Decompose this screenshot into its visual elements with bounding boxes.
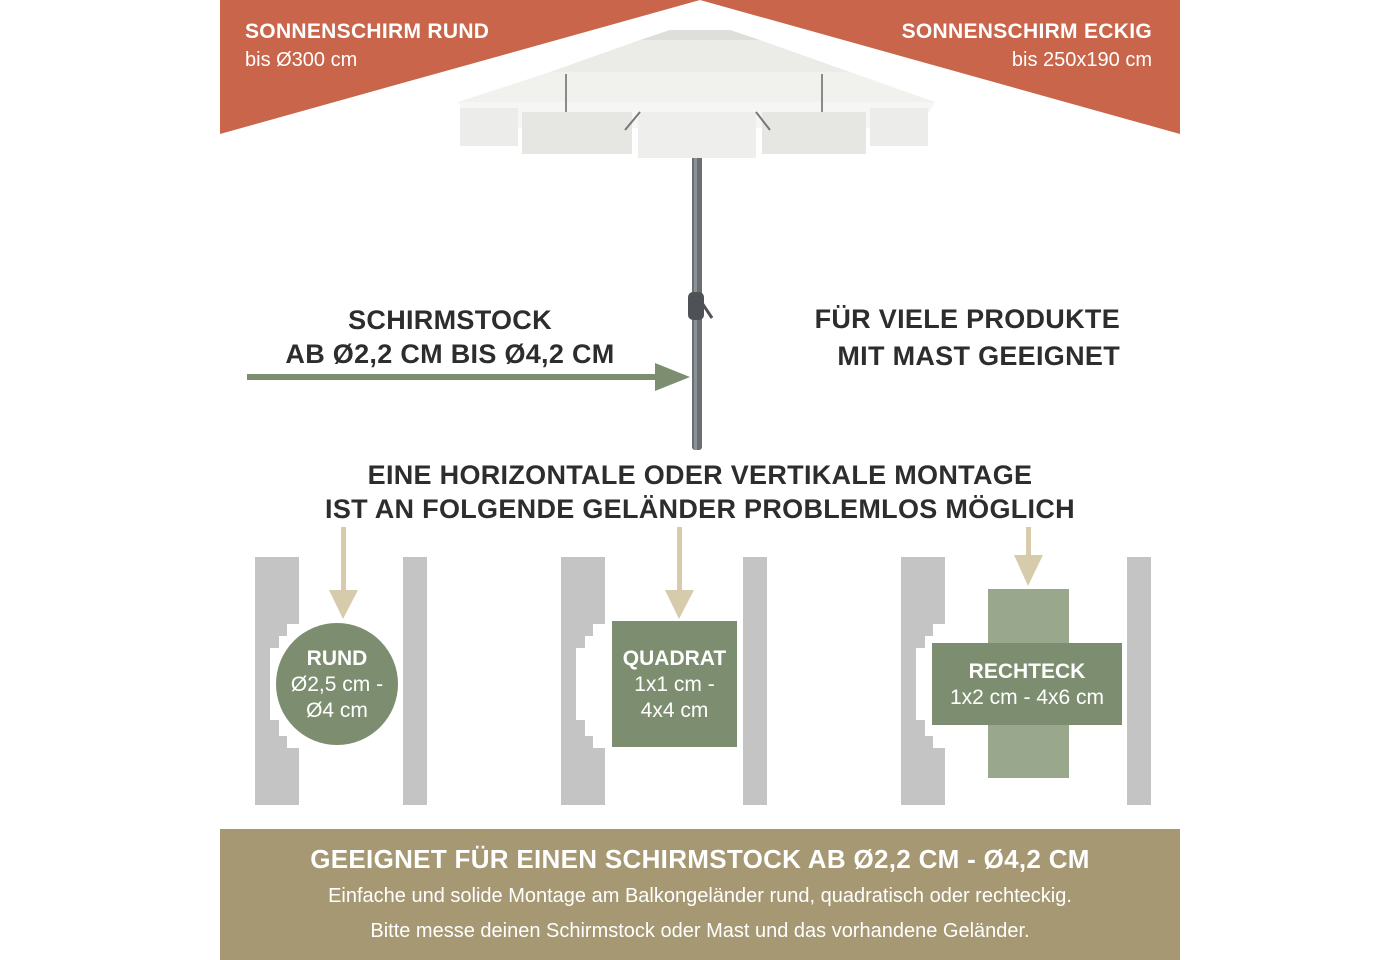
mounting-line2: IST AN FOLGENDE GELÄNDER PROBLEMLOS MÖGLICH (325, 494, 1075, 524)
arrow-down-icon (1014, 527, 1043, 586)
mast-note-line2: MIT MAST GEEIGNET (837, 341, 1120, 371)
mounting-line1: EINE HORIZONTALE ODER VERTIKALE MONTAGE (367, 460, 1033, 490)
shape-rectangle-range: 1x2 cm - 4x6 cm (949, 686, 1105, 709)
footer-banner (220, 829, 1180, 960)
pole-callout-line1: SCHIRMSTOCK (348, 305, 552, 335)
shape-square-label (612, 646, 737, 724)
shape-rectangle-title: RECHTECK (968, 660, 1086, 683)
corner-sub-round: bis Ø300 cm (245, 49, 358, 71)
shape-rectangle-label (932, 659, 1122, 711)
shape-round-label (276, 646, 398, 724)
shape-square-range-start: 1x1 cm - (634, 673, 715, 696)
shape-square-range-end: 4x4 cm (640, 699, 709, 722)
arrow-down-icon (329, 527, 358, 619)
shape-square-title: QUADRAT (622, 647, 727, 670)
shape-round-title: RUND (306, 647, 368, 670)
pole-callout-line2: AB Ø2,2 CM BIS Ø4,2 CM (285, 339, 615, 369)
footer-line1: Einfache und solide Montage am Balkongeländer rund, quadratisch oder rechteckig. (328, 885, 1072, 907)
shape-round-range-start: Ø2,5 cm - (290, 673, 384, 696)
arrow-down-icon (665, 527, 694, 619)
shape-round-range-end: Ø4 cm (306, 699, 368, 722)
corner-title-round: SONNENSCHIRM RUND (245, 20, 490, 43)
corner-sub-square: bis 250x190 cm (1011, 49, 1152, 71)
corner-title-square: SONNENSCHIRM ECKIG (901, 20, 1152, 43)
umbrella-illustration (458, 30, 935, 450)
footer-headline: GEEIGNET FÜR EINEN SCHIRMSTOCK AB Ø2,2 CM - Ø4,2 CM (310, 844, 1090, 874)
footer-line2: Bitte messe deinen Schirmstock oder Mast und das vorhandene Geländer. (370, 920, 1030, 942)
mast-note-line1: FÜR VIELE PRODUKTE (814, 304, 1120, 334)
